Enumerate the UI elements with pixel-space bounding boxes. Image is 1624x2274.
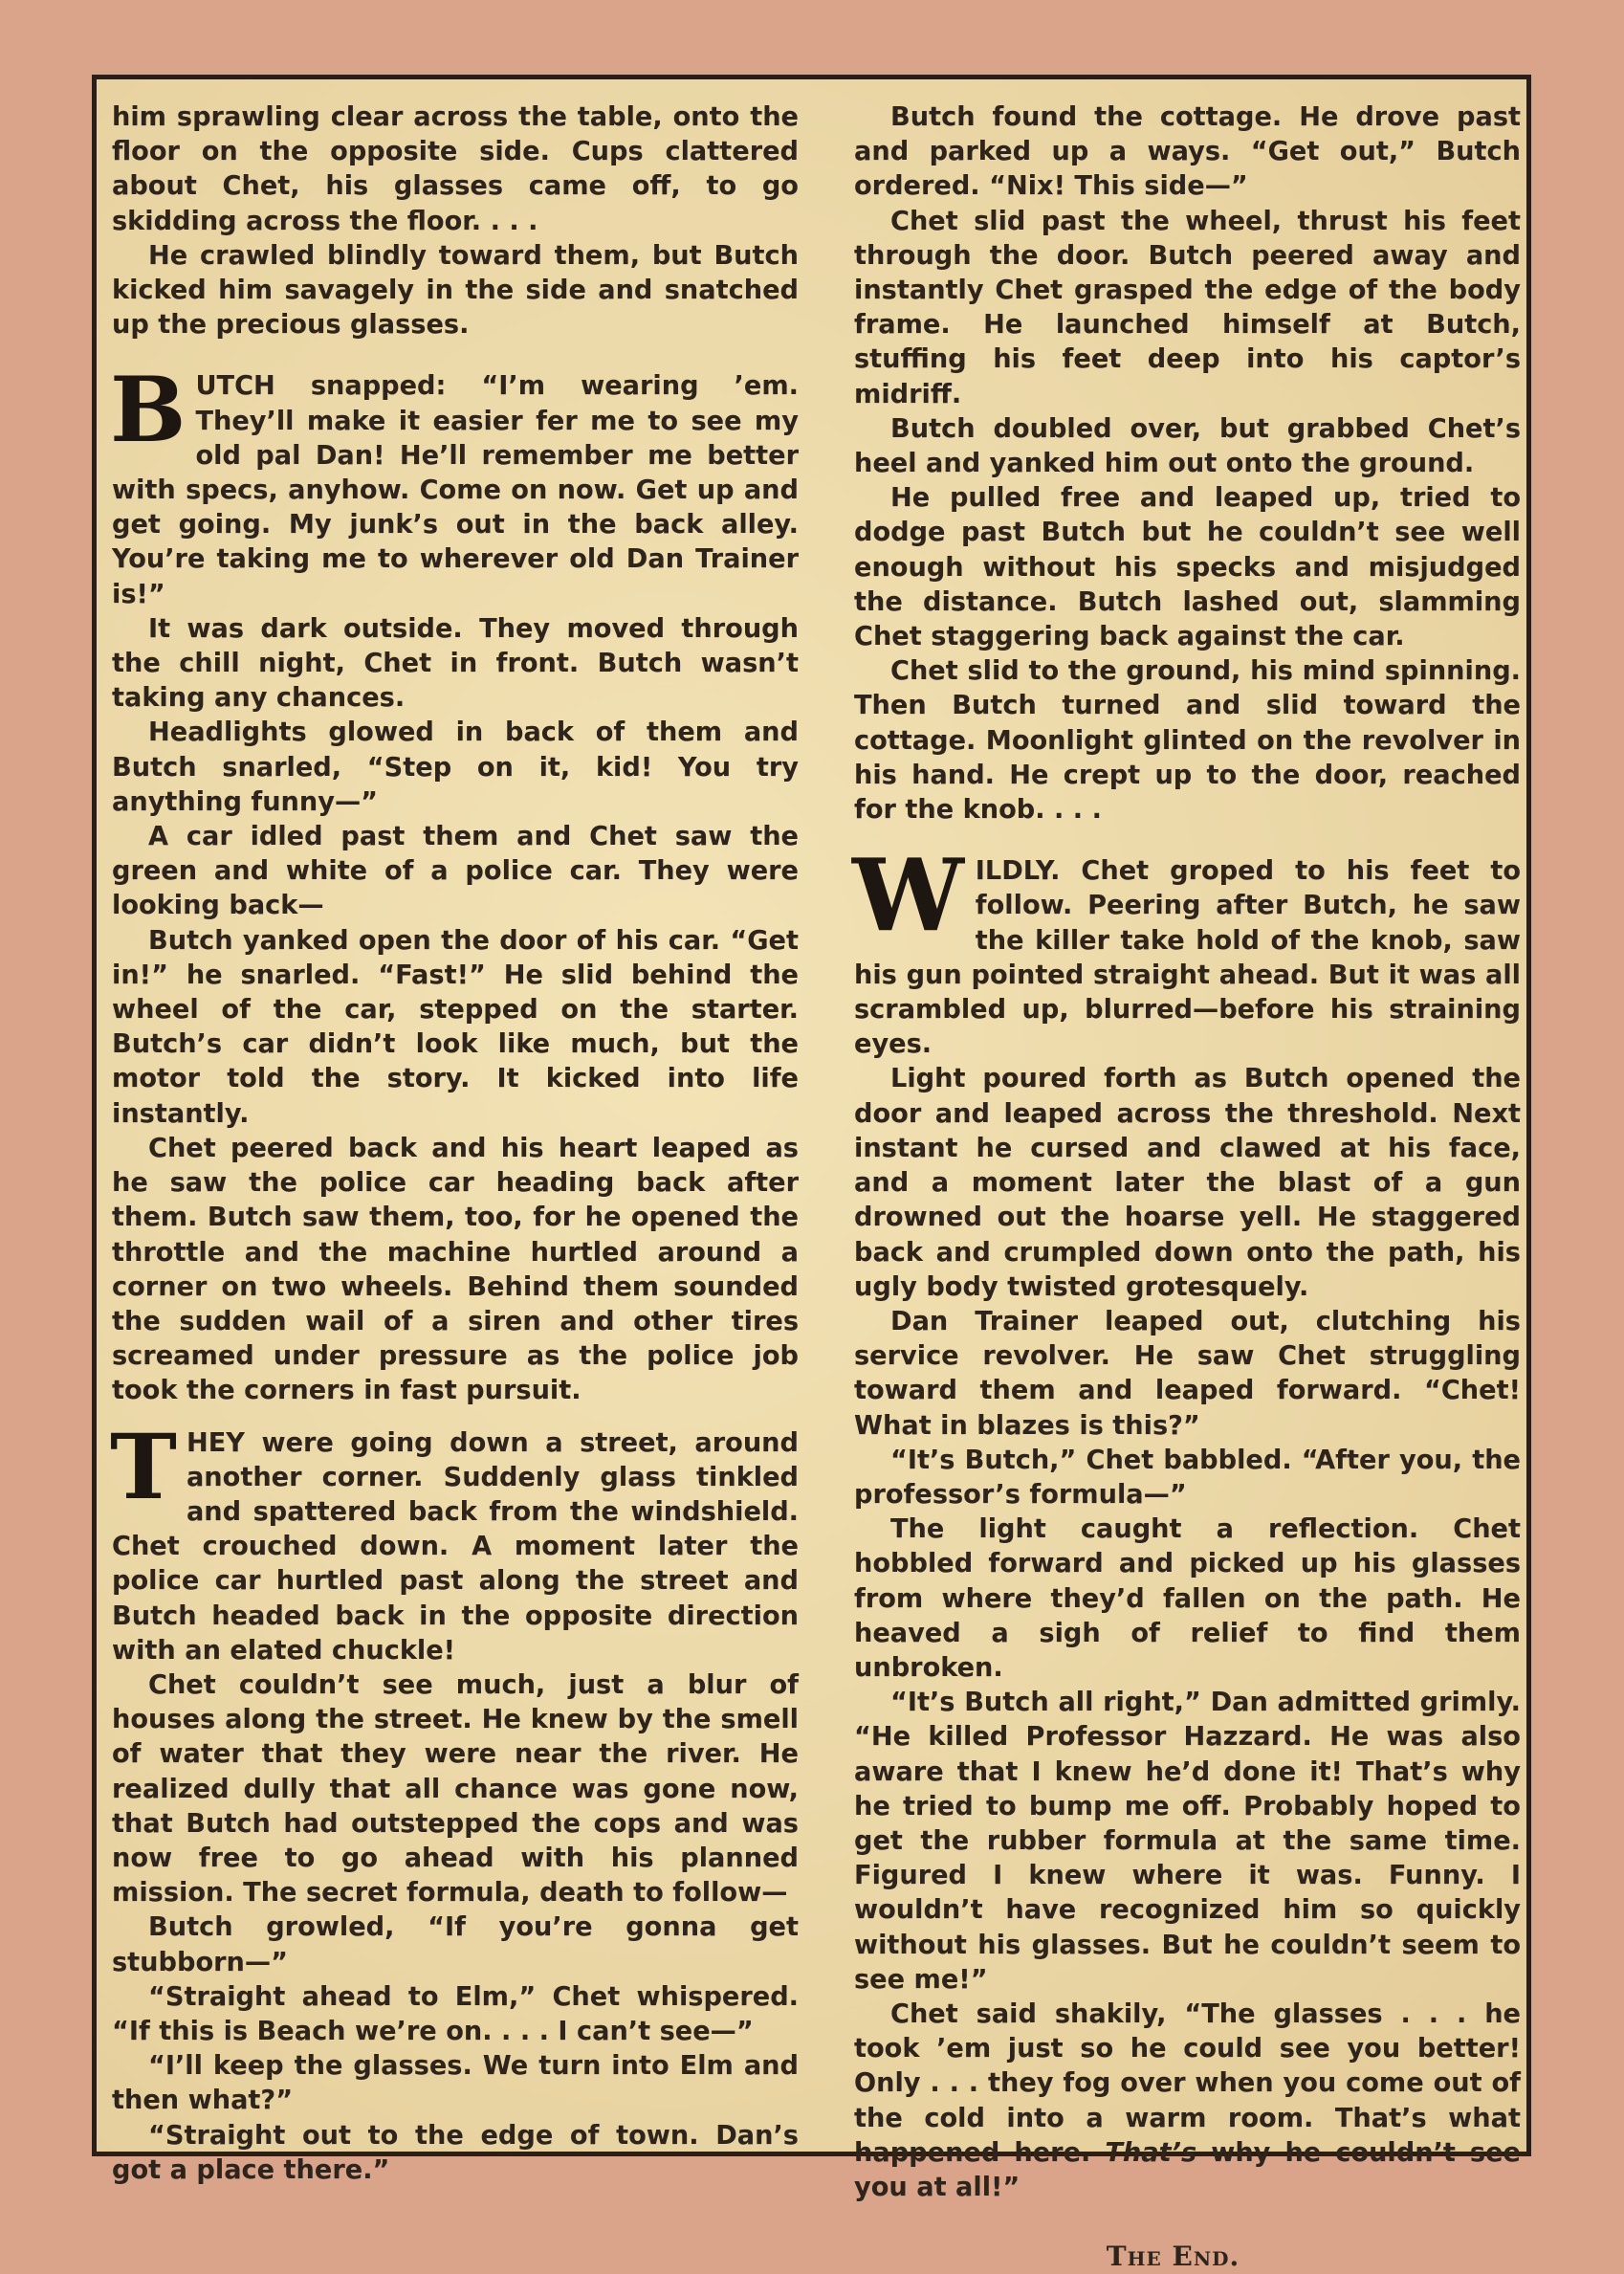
paragraph: “I’ll keep the glasses. We turn into Elm and then what?” <box>112 2051 799 2116</box>
paragraph: He crawled blindly toward them, but Butch kicked him savagely in the side and snatched up the precious glasses. <box>112 240 799 341</box>
paragraph: Chet peered back and his heart leaped as he saw the police car heading back after them. Butch saw them, too, for he opened the throttle and the machine hurtled around a corner on two wheels. Behind them sounded the sudden wail of a siren and other tires screamed under pressure as the police job took the corners in fast pursuit. <box>112 1133 799 1406</box>
paragraph-text: why he couldn’t see you at all!” <box>854 2137 1521 2202</box>
paragraph: Light poured forth as Butch opened the door and leaped across the threshold. Next instant he cursed and clawed at his face, and a moment later the blast of a gun drowned out the hoarse yell. He staggered back and crumpled down onto the path, his ugly body twisted grotesquely. <box>854 1064 1521 1302</box>
paragraph: It was dark outside. They moved through the chill night, Chet in front. Butch wasn’t taking any chances. <box>112 613 799 714</box>
emphasis: That’s <box>1105 2137 1197 2168</box>
drop-cap: B <box>110 358 187 464</box>
paragraph: “It’s Butch,” Chet babbled. “After you, the professor’s formula—” <box>854 1445 1521 1510</box>
paragraph <box>110 1414 799 1668</box>
paragraph: “It’s Butch all right,” Dan admitted grimly. “He killed Professor Hazzard. He was also aware that I knew he’d done it! That’s why he tried to bump me off. Probably hoped to get the rubber formula at the same time. Figured I knew where it was. Funny. I wouldn’t have recognized him so quickly without his glasses. But he couldn’t seem to see me!” <box>854 1688 1521 1995</box>
paragraph <box>854 1998 1521 2205</box>
paragraph: Dan Trainer leaped out, clutching his service revolver. He saw Chet struggling toward them and leaped forward. “Chet! What in blazes is this?” <box>854 1306 1521 1441</box>
paragraph: him sprawling clear across the table, onto the floor on the opposite side. Cups clattered about Chet, his glasses came off, to go skidding across the floor. . . . <box>112 102 799 236</box>
paragraph-text: Chet said shakily, “The glasses . . . he took ’em just so he could see you better! Only . . . they fog over when you come out of the cold into a warm room. That’s what happened here. <box>854 1998 1521 2168</box>
lead-in: ILDLY. <box>975 856 1061 887</box>
paragraph: “Straight out to the edge of town. Dan’s got a place there.” <box>112 2120 799 2185</box>
paragraph: He pulled free and leaped up, tried to dodge past Butch but he couldn’t see well enough without his specks and misjudged the distance. Butch lashed out, slamming Chet staggering back against the car. <box>854 483 1521 652</box>
left-column <box>112 100 799 2188</box>
paragraph: Butch yanked open the door of his car. “Get in!” he snarled. “Fast!” He slid behind the wheel of the car, stepped on the starter. Butch’s car didn’t look like much, but the motor told the story. It kicked into life instantly. <box>112 925 799 1129</box>
section-start <box>110 358 799 611</box>
page <box>92 75 1531 2273</box>
paragraph: A car idled past them and Chet saw the green and white of a police car. They were looking back— <box>112 822 799 921</box>
paragraph: Butch doubled over, but grabbed Chet’s heel and yanked him out onto the ground. <box>854 413 1521 479</box>
paragraph: Headlights glowed in back of them and Butch snarled, “Step on it, kid! You try anything funny—” <box>112 718 799 817</box>
paragraph: Butch found the cottage. He drove past and parked up a ways. “Get out,” Butch ordered. “Nix! This side—” <box>854 102 1521 202</box>
lead-in: UTCH <box>195 371 275 402</box>
paragraph: The light caught a reflection. Chet hobbled forward and picked up his glasses from where they’d fallen on the path. He heaved a sigh of relief to find them unbroken. <box>854 1514 1521 1683</box>
paragraph-text: were going down a street, around another corner. Suddenly glass tinkled and spattered back from the windshield. Chet crouched down. A moment later the police car hurtled past along the street and Butch headed back in the opposite direction with an elated chuckle! <box>112 1427 799 1666</box>
paragraph: Chet slid to the ground, his mind spinning. Then Butch turned and slid toward the cottage. Moonlight glinted on the revolver in his hand. He crept up to the door, reached for the knob. . . . <box>854 656 1521 826</box>
paragraph: Chet slid past the wheel, thrust his feet through the door. Butch peered away and instantly Chet grasped the edge of the body frame. He launched himself at Butch, stuffing his feet deep into his captor’s midriff. <box>854 206 1521 409</box>
right-column <box>854 100 1521 2274</box>
section-start <box>110 1414 799 1668</box>
paragraph: Chet couldn’t see much, just a blur of houses along the street. He knew by the smell of water that they were near the river. He realized dully that all chance was gone now, that Butch had outstepped the cops and was now free to go ahead with his planned mission. The secret formula, death to follow— <box>112 1669 799 1909</box>
lead-in: HEY <box>186 1427 245 1458</box>
ending-wrap <box>854 2240 1521 2274</box>
paragraph-text: Chet groped to his feet to follow. Peering after Butch, he saw the killer take hold of the knob, saw his gun pointed straight ahead. But it was all scrambled up, blurred—before his straining eyes. <box>854 856 1522 1060</box>
paragraph: Butch growled, “If you’re gonna get stubborn—” <box>112 1912 799 1977</box>
the-end: The End. <box>1106 2241 1240 2273</box>
paragraph-text: snapped: “I’m wearing ’em. They’ll make it easier fer me to see my old pal Dan! He’ll remember me better with specs, anyhow. Come on now. Get up and get going. My junk’s out in the back alley. You’re taking me to wherever old Dan Trainer is!” <box>112 371 799 609</box>
drop-cap: W <box>852 836 964 955</box>
section-start <box>852 836 1522 1062</box>
paragraph <box>110 358 799 611</box>
paragraph: “Straight ahead to Elm,” Chet whispered. “If this is Beach we’re on. . . . I can’t see—” <box>112 1981 799 2046</box>
drop-cap: T <box>110 1414 177 1520</box>
paragraph <box>852 836 1522 1062</box>
